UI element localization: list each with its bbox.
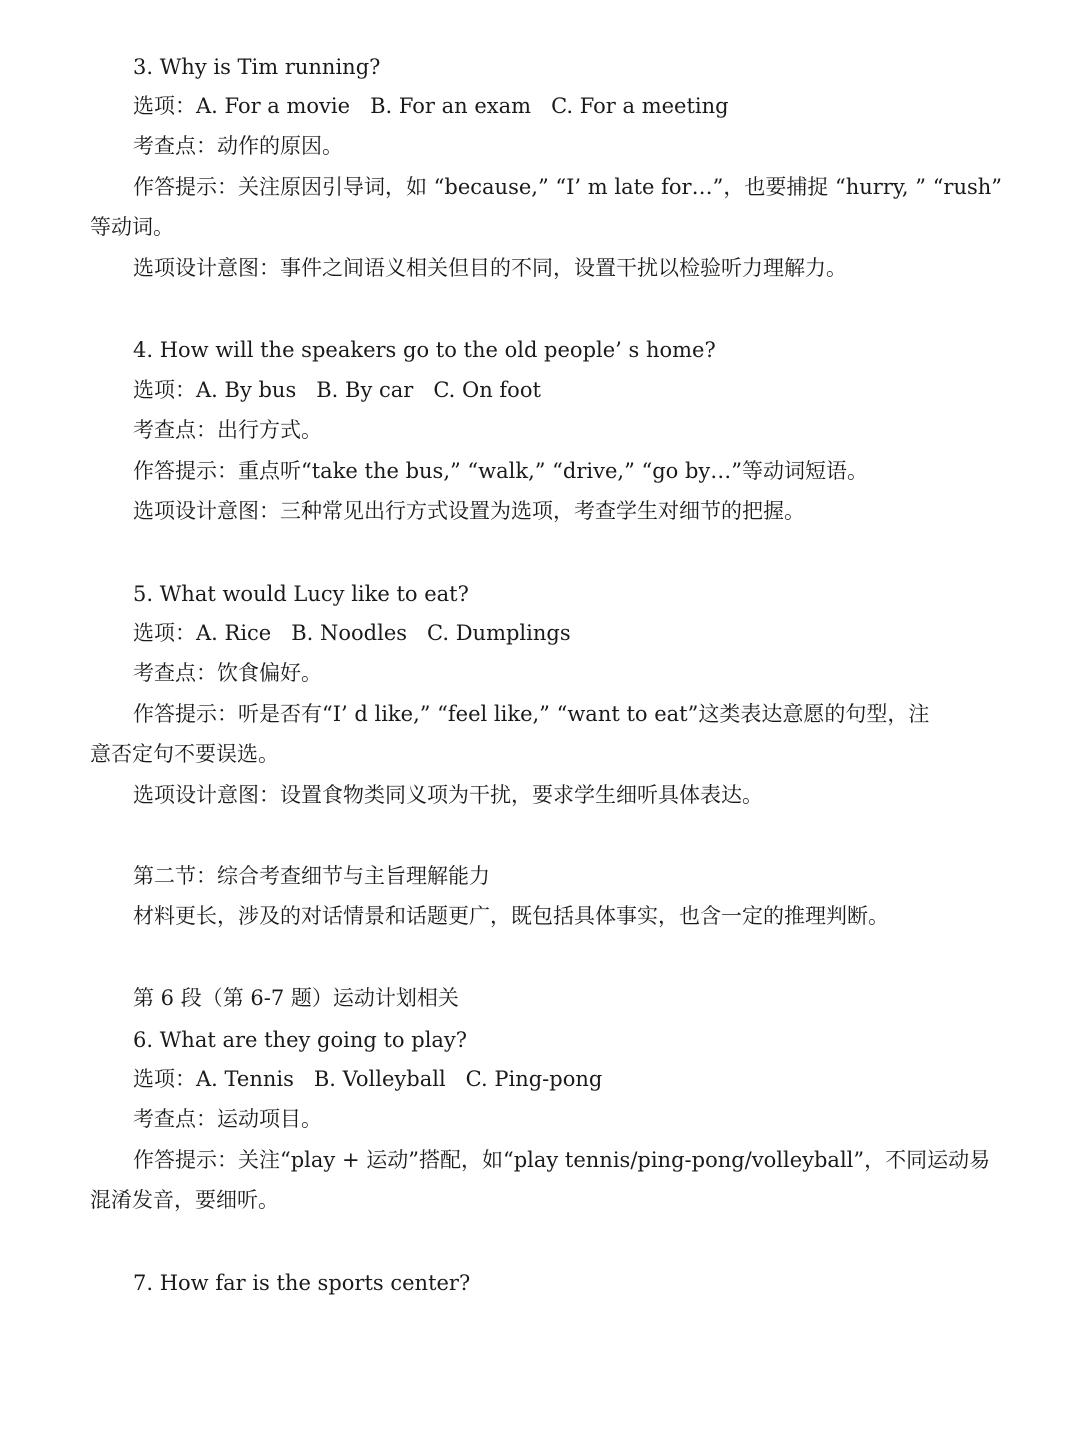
- q5-hint-line1: 作答提示：听是否有“I’ d like,” “feel like,” “want to eat”这类表达意愿的句型，注: [133, 702, 930, 726]
- q5-design: 选项设计意图：设置食物类同义项为干扰，要求学生细听具体表达。: [133, 783, 763, 807]
- q4-option-b: B. By car: [316, 378, 414, 402]
- q3-hint-line2: 等动词。: [90, 215, 174, 239]
- q3-option-a: A. For a movie: [196, 94, 351, 118]
- q3-question: 3. Why is Tim running?: [133, 55, 381, 79]
- q6-option-a: A. Tennis: [196, 1067, 294, 1091]
- q3-options: [133, 91, 729, 121]
- q5-option-b: B. Noodles: [291, 621, 408, 645]
- q5-option-c: C. Dumplings: [427, 621, 571, 645]
- q7-question: 7. How far is the sports center?: [133, 1271, 471, 1295]
- q3-design: 选项设计意图：事件之间语义相关但目的不同，设置干扰以检验听力理解力。: [133, 256, 847, 280]
- q4-options-label: 选项：: [133, 378, 196, 402]
- q3-focus: 考查点：动作的原因。: [133, 134, 343, 158]
- q6-option-c: C. Ping-pong: [465, 1067, 603, 1091]
- q4-focus: 考查点：出行方式。: [133, 418, 322, 442]
- section2-desc: 材料更长，涉及的对话情景和话题更广，既包括具体事实，也含一定的推理判断。: [133, 904, 889, 928]
- q5-focus: 考查点：饮食偏好。: [133, 661, 322, 685]
- passage6-title: 第 6 段（第 6-7 题）运动计划相关: [133, 986, 459, 1010]
- q3-option-c: C. For a meeting: [551, 94, 729, 118]
- q6-hint-line2: 混淆发音，要细听。: [90, 1188, 279, 1212]
- section2-title: 第二节：综合考查细节与主旨理解能力: [133, 864, 490, 888]
- q4-question: 4. How will the speakers go to the old people’ s home?: [133, 338, 716, 362]
- q5-options: [133, 618, 571, 648]
- q3-option-b: B. For an exam: [370, 94, 532, 118]
- q4-hint-line1: 作答提示：重点听“take the bus,” “walk,” “drive,” “go by…”等动词短语。: [133, 459, 869, 483]
- q3-hint-line1: 作答提示：关注原因引导词，如 “because,” “I’ m late for…”，也要捕捉 “hurry, ” “rush”: [133, 175, 1003, 199]
- q6-question: 6. What are they going to play?: [133, 1028, 468, 1052]
- q5-option-a: A. Rice: [196, 621, 272, 645]
- q3-options-label: 选项：: [133, 94, 196, 118]
- q6-options-label: 选项：: [133, 1067, 196, 1091]
- q5-hint-line2: 意否定句不要误选。: [90, 742, 279, 766]
- q5-options-label: 选项：: [133, 621, 196, 645]
- q5-question: 5. What would Lucy like to eat?: [133, 582, 469, 606]
- q4-options: [133, 375, 541, 405]
- q4-option-a: A. By bus: [196, 378, 297, 402]
- q4-option-c: C. On foot: [433, 378, 541, 402]
- q6-option-b: B. Volleyball: [313, 1067, 446, 1091]
- q6-options: [133, 1064, 602, 1094]
- q6-focus: 考查点：运动项目。: [133, 1107, 322, 1131]
- q4-design: 选项设计意图：三种常见出行方式设置为选项，考查学生对细节的把握。: [133, 499, 805, 523]
- q6-hint-line1: 作答提示：关注“play + 运动”搭配，如“play tennis/ping-pong/volleyball”，不同运动易: [133, 1148, 991, 1172]
